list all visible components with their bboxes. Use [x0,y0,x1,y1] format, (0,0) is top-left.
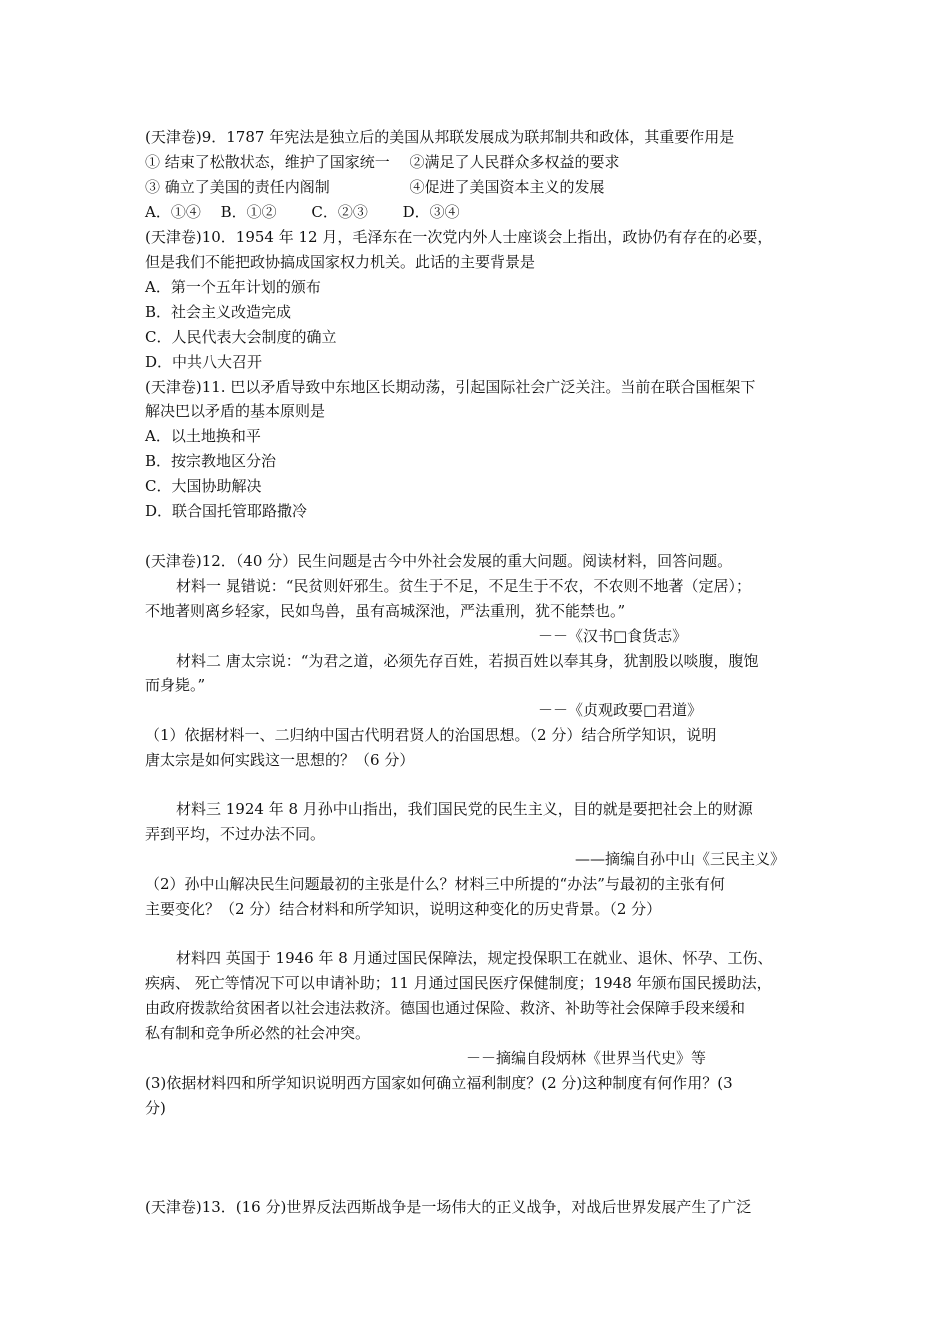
q10-option-a: A．第一个五年计划的颁布 [145,278,321,296]
q12-question1-line2: 唐太宗是如何实践这一思想的？（6 分） [145,751,415,769]
q10-option-c: C．人民代表大会制度的确立 [145,328,337,346]
q12-material4-source: －－摘编自段炳林《世界当代史》等 [466,1049,707,1067]
q12-material1-line2: 不地著则离乡轻家，民如鸟兽，虽有高城深池，严法重刑，犹不能禁也。” [145,602,626,620]
q12-material3-source: ——摘编自孙中山《三民主义》 [575,850,786,868]
q9-items-row1: ① 结束了松散状态，维护了国家统一 ②满足了人民群众多权益的要求 [145,153,620,171]
q11-stem-line1: (天津卷)11. 巴以矛盾导致中东地区长期动荡，引起国际社会广泛关注。当前在联合国框架下 [145,378,756,396]
q9-options: A．①④ B．①② C．②③ D．③④ [145,203,460,221]
q12-material3-line2: 弄到平均，不过办法不同。 [145,825,326,843]
q11-option-a: A．以土地换和平 [145,427,261,445]
q12-material2-source: －－《贞观政要□君道》 [538,701,703,719]
q10-option-d: D．中共八大召开 [145,353,263,371]
q12-material4-line2: 疾病、 死亡等情况下可以申请补助；11 月通过国民医疗保健制度；1948 年颁布国民援助法， [145,974,772,992]
q12-question2-line2: 主要变化？（2 分）结合材料和所学知识，说明这种变化的历史背景。（2 分） [145,900,662,918]
q13-stem: (天津卷)13．(16 分)世界反法西斯战争是一场伟大的正义战争，对战后世界发展产生了广泛 [145,1198,752,1216]
q11-stem-line2: 解决巴以矛盾的基本原则是 [145,402,326,420]
q10-stem-line1: (天津卷)10．1954 年 12 月，毛泽东在一次党内外人士座谈会上指出，政协仍有存在的必要， [145,228,773,246]
q12-material4-line1: 材料四 英国于 1946 年 8 月通过国民保障法，规定投保职工在就业、退休、怀孕、工伤、 [176,949,773,967]
q12-material1-source: －－《汉书□食货志》 [538,627,688,645]
q12-material4-line3: 由政府拨款给贫困者以社会违法救济。德国也通过保险、救济、补助等社会保障手段来缓和 [145,999,746,1017]
q11-option-b: B．按宗教地区分治 [145,452,277,470]
q11-option-d: D．联合国托管耶路撒冷 [145,502,308,520]
q9-stem: (天津卷)9．1787 年宪法是独立后的美国从邦联发展成为联邦制共和政体，其重要作用是 [145,128,735,146]
q12-material1-line1: 材料一 晁错说：“民贫则奸邪生。贫生于不足，不足生于不农，不农则不地著（定居）； [176,577,751,595]
q12-question1-line1: （1）依据材料一、二归纳中国古代明君贤人的治国思想。（2 分）结合所学知识，说明 [145,726,717,744]
q12-stem: (天津卷)12．（40 分）民生问题是古今中外社会发展的重大问题。阅读材料，回答问题。 [145,552,733,570]
q12-material2-line2: 而身毙。” [145,676,206,694]
q12-material2-line1: 材料二 唐太宗说：“为君之道，必须先存百姓，若损百姓以奉其身，犹割股以啖腹，腹饱 [176,652,759,670]
q12-question3-line1: (3)依据材料四和所学知识说明西方国家如何确立福利制度？(2 分)这种制度有何作用？(3 [145,1074,733,1092]
q12-question3-line2: 分) [145,1099,166,1117]
q10-option-b: B．社会主义改造完成 [145,303,292,321]
q9-items-row2: ③ 确立了美国的责任内阁制 ④促进了美国资本主义的发展 [145,178,605,196]
q12-question2-line1: （2）孙中山解决民生问题最初的主张是什么？材料三中所提的“办法”与最初的主张有何 [145,875,725,893]
q12-material3-line1: 材料三 1924 年 8 月孙中山指出，我们国民党的民生主义，目的就是要把社会上的财源 [176,800,753,818]
q11-option-c: C．大国协助解决 [145,477,262,495]
q12-material4-line4: 私有制和竞争所必然的社会冲突。 [145,1024,371,1042]
q10-stem-line2: 但是我们不能把政协搞成国家权力机关。此话的主要背景是 [145,253,536,271]
